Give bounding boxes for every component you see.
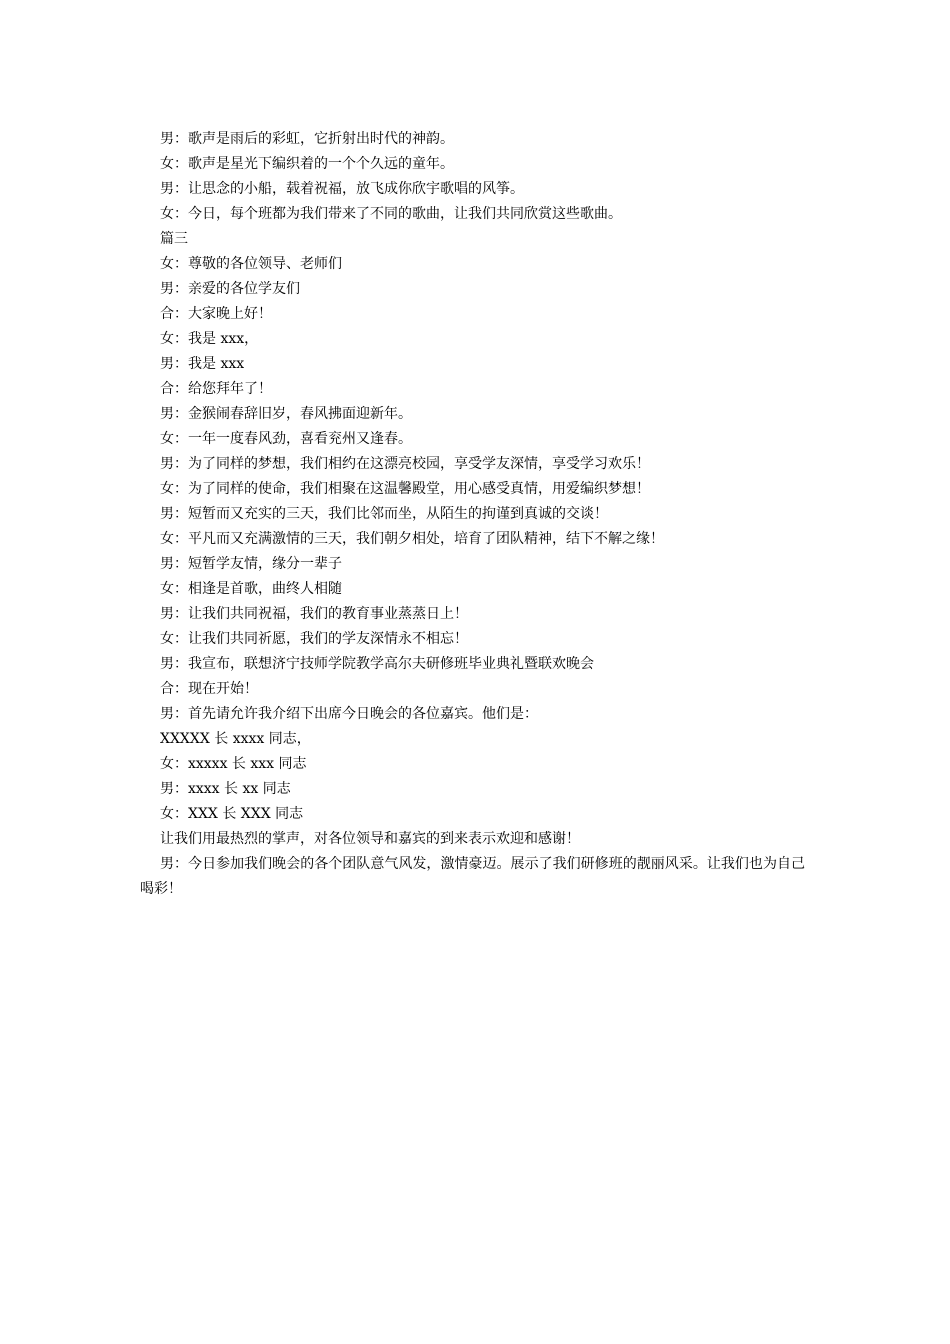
text-line: 男：让思念的小船，载着祝福，放飞成你欣宇歌唱的风筝。	[160, 181, 524, 197]
text-line: 男：短暂学友情，缘分一辈子	[160, 556, 342, 572]
section-heading: 篇三	[160, 231, 188, 247]
text-line: 男：短暂而又充实的三天，我们比邻而坐，从陌生的拘谨到真诚的交谈！	[160, 506, 608, 522]
text-line: 合：现在开始！	[160, 681, 258, 697]
text-line: 女：我是 xxx，	[160, 331, 259, 347]
text-line: 女：xxxxx 长 xxx 同志	[160, 756, 307, 772]
text-line: 男：我宣布，联想济宁技师学院教学高尔夫研修班毕业典礼暨联欢晚会	[160, 656, 594, 672]
text-line: 男：xxxx 长 xx 同志	[160, 781, 291, 797]
text-line: 合：大家晚上好！	[160, 306, 272, 322]
text-line: 男：歌声是雨后的彩虹，它折射出时代的神韵。	[160, 131, 454, 147]
text-line: 男：首先请允许我介绍下出席今日晚会的各位嘉宾。他们是：	[160, 706, 538, 722]
text-line: 女：歌声是星光下编织着的一个个久远的童年。	[160, 156, 454, 172]
text-line: 男：金猴闹春辞旧岁，春风拂面迎新年。	[160, 406, 412, 422]
document-body	[140, 127, 805, 902]
text-line: 让我们用最热烈的掌声，对各位领导和嘉宾的到来表示欢迎和感谢！	[160, 831, 580, 847]
text-line: 男：我是 xxx	[160, 356, 245, 372]
text-line: 女：为了同样的使命，我们相聚在这温馨殿堂，用心感受真情，用爱编织梦想！	[160, 481, 650, 497]
text-line: 男：亲爱的各位学友们	[160, 281, 300, 297]
text-line: 女：尊敬的各位领导、老师们	[160, 256, 342, 272]
text-line: 女：平凡而又充满激情的三天，我们朝夕相处，培育了团队精神，结下不解之缘！	[160, 531, 664, 547]
text-line: 女：相逢是首歌，曲终人相随	[160, 581, 342, 597]
text-line: 男：为了同样的梦想，我们相约在这漂亮校园，享受学友深情，享受学习欢乐！	[160, 456, 650, 472]
text-line: 女：一年一度春风劲，喜看兖州又逢春。	[160, 431, 412, 447]
text-line: 合：给您拜年了！	[160, 381, 272, 397]
text-line: 女：XXX 长 XXX 同志	[160, 806, 304, 822]
closing-paragraph: 男：今日参加我们晚会的各个团队意气风发，激情豪迈。展示了我们研修班的靓丽风采。让我们也为自己喝彩！	[140, 856, 805, 897]
text-line: 男：让我们共同祝福，我们的教育事业蒸蒸日上！	[160, 606, 468, 622]
text-line: 女：让我们共同祈愿，我们的学友深情永不相忘！	[160, 631, 468, 647]
text-line: XXXXX 长 xxxx 同志，	[160, 731, 311, 747]
text-line: 女：今日，每个班都为我们带来了不同的歌曲，让我们共同欣赏这些歌曲。	[160, 206, 622, 222]
